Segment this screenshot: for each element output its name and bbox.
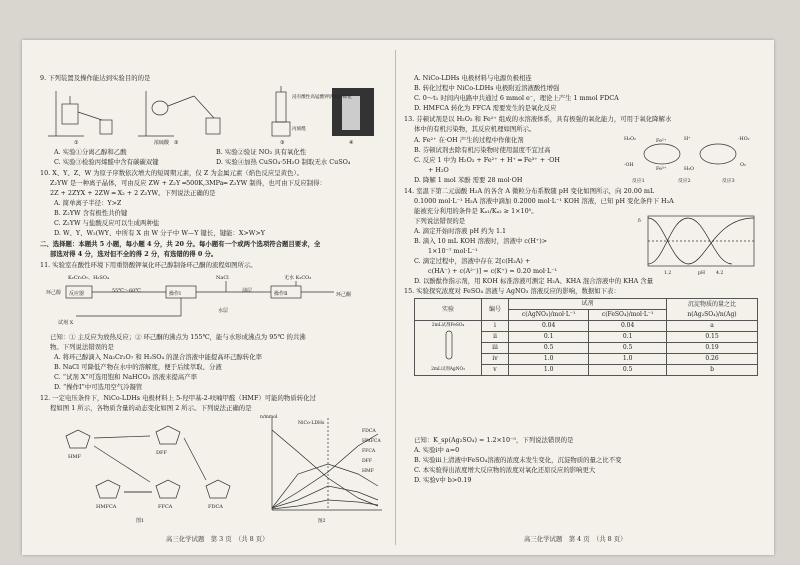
q12-opt-b: B. 转化过程中 NiCo-LDHs 电极附近溶液酸性增强 bbox=[414, 84, 560, 92]
graph2-catalyst: NiCo-LDHs bbox=[298, 421, 325, 426]
q13-line2: 体中的有机污染物，其反应机理如图所示。 bbox=[414, 125, 536, 133]
row-4-agno3: 1.0 bbox=[509, 354, 589, 365]
q14-line3: 能被充分利用的条件是 Kₐ₁/Kₐ₂ ≥ 1×10⁵。 bbox=[414, 207, 538, 215]
q14-line2: 0.1000 mol·L⁻¹ H₂A 溶液中滴加 0.2000 mol·L⁻¹ KOH 溶液，已知 pH 变化条件下 H₂A bbox=[414, 197, 674, 205]
row-5-feso4: 0.5 bbox=[589, 365, 667, 376]
mol-hmfca: HMFCA bbox=[96, 504, 117, 510]
cycle-r3: 反应3 bbox=[722, 179, 735, 184]
footer-page3: 高三化学试题 第 3 页 （共 8 页） bbox=[166, 535, 269, 543]
flow-aqueous: 水层 bbox=[218, 308, 229, 314]
apparatus-1 bbox=[48, 91, 112, 136]
fig-label-3: ③ bbox=[280, 140, 285, 146]
row-5-ratio: b bbox=[667, 365, 758, 376]
q10-opt-d: D. W、Y、W₂(WY、中所有 X 由 W 分子中 W—Y 键长，键能：X>W>Y bbox=[54, 229, 265, 237]
row-1-no: ⅰ bbox=[482, 321, 509, 332]
row-1-agno3: 0.04 bbox=[509, 321, 589, 332]
cycle-fe3: Fe³⁺ bbox=[656, 167, 667, 172]
q9-stem: 9. 下列装置及操作能达到实验目的的是 bbox=[40, 74, 151, 82]
th-feso4: c(FeSO₄)/mol·L⁻¹ bbox=[589, 310, 667, 321]
q10-opt-b: B. Z₂YW 含有极性共价键 bbox=[54, 209, 128, 217]
fig-label-4: ④ bbox=[349, 140, 354, 146]
q10-line2: Z₂YW 是一种离子晶体，可由反应 ZW + Z₂Y ═500K,3MPa═ Z₂YW 制得，也可由下反应制得： bbox=[50, 179, 326, 187]
q9-opt-b: B. 实验②验证 NO₂ 具有氧化性 bbox=[216, 148, 307, 156]
footer-page4: 高三化学试题 第 4 页 （共 8 页） bbox=[524, 535, 627, 543]
fig1-caption: 图1 bbox=[136, 518, 145, 524]
cycle-fe2: Fe²⁺ bbox=[656, 139, 667, 144]
mol-dff: DFF bbox=[156, 450, 167, 456]
flow-op1: 操作Ⅰ bbox=[169, 291, 181, 297]
exam-sheet bbox=[22, 40, 774, 555]
page-4 bbox=[404, 40, 764, 555]
q10-line3: 2Z + 2ZYX + 2ZW ═ X₂ + 2 Z₂YW。下列说法正确的是 bbox=[50, 189, 216, 197]
flow-start: 环己醇 bbox=[46, 290, 62, 296]
apparatus-3 bbox=[272, 86, 290, 136]
q10-opt-a: A. 简单离子半径：Y>Z bbox=[54, 199, 122, 207]
q11-opt-a: A. 将环己醇滴入 Na₂Cr₂O₇ 和 H₂SO₄ 的混合溶液中能提高环己醇转化率 bbox=[54, 353, 262, 361]
q14-opt-c2: c(HA⁻) + c(A²⁻)] = c(K⁺) = 0.20 mol·L⁻¹ bbox=[428, 267, 558, 275]
page-divider bbox=[395, 50, 396, 545]
graph2-ylabel: n/mmol bbox=[260, 415, 278, 420]
q11-opt-b: B. NaCl 可降低产物在水中的溶解度，便于后续萃取、分液 bbox=[54, 363, 222, 371]
graph14-tick-2: 4.2 bbox=[716, 271, 724, 276]
q11-opt-c: C. “试剂 X”可选用饱和 NaHCO₃ 溶液来提高产率 bbox=[54, 373, 198, 381]
flow-k2co3: 无水 K₂CO₃ bbox=[284, 275, 312, 281]
flow-op2: 操作Ⅱ bbox=[274, 291, 288, 297]
row-3-agno3: 0.5 bbox=[509, 343, 589, 354]
section2-line1: 二、选择题：本题共 5 小题，每小题 4 分，共 20 分。每小题有一个或两个选项符合题目要求，全 bbox=[40, 240, 321, 248]
row-2-ratio: 0.15 bbox=[667, 332, 758, 343]
q9-apparatus-figures bbox=[44, 86, 384, 146]
q12-opt-d: D. HMFCA 转化为 FFCA 需要发生的是氧化反应 bbox=[414, 104, 557, 112]
section2-line2: 部选对得 4 分，选对但不全的得 2 分，有选错的得 0 分。 bbox=[50, 250, 218, 258]
q12-line1: 12. 一定电压条件下，NiCo-LDHs 电极材料上 5-羟甲基-2-呋喃甲醛（HMF）可能的物质转化过 bbox=[40, 394, 316, 402]
q14-distribution-graph bbox=[636, 212, 760, 276]
q12-figure1 bbox=[46, 416, 246, 526]
apparatus-feso4: 2mL试剂FeSO₄ bbox=[431, 323, 465, 329]
fig-text-kmno4: 浸有酸性高锰酸钾溶液的棉花 bbox=[292, 95, 352, 100]
q15-opt-a: A. 实验ⅰ中 a=0 bbox=[414, 446, 460, 454]
graph14-xlabel: pH bbox=[698, 271, 705, 276]
fig-label-2: ② bbox=[174, 140, 179, 146]
q11-opt-d: D. “操作Ⅰ”中可选用空气冷凝管 bbox=[54, 383, 143, 391]
row-4-no: ⅳ bbox=[482, 354, 509, 365]
row-2-agno3: 0.1 bbox=[509, 332, 589, 343]
q12-figure2 bbox=[258, 412, 388, 528]
q11-known-1: 已知：① 主反应为放热反应；② 环己酮的沸点为 155℃，能与水形成沸点为 95℃ 的共沸 bbox=[50, 333, 306, 341]
q11-flow-diagram bbox=[46, 272, 386, 328]
q11-stem: 11. 实验室在酸性环境下用重铬酸钾氧化环己醇制备环己酮的流程如图所示。 bbox=[40, 261, 257, 269]
mol-fdca: FDCA bbox=[208, 504, 223, 510]
row-3-ratio: 0.19 bbox=[667, 343, 758, 354]
q11-known-2: 物。下列说法错误的是 bbox=[50, 343, 114, 351]
q14-opt-b1: B. 滴入 10 mL KOH 溶液时，溶液中 c(H⁺)> bbox=[414, 237, 548, 245]
q13-opt-a: A. Fe²⁺ 在·OH 产生的过程中作催化剂 bbox=[414, 136, 524, 144]
graph2-ffca: FFCA bbox=[362, 449, 376, 454]
row-1-ratio: a bbox=[667, 321, 758, 332]
q14-opt-d: D. 以酚酞作指示剂，用 KOH 标准溶液可测定 H₂A、KHA 混合溶液中的 KHA 含量 bbox=[414, 277, 654, 285]
q9-opt-a: A. 实验①分离乙醇和乙酸 bbox=[54, 148, 127, 156]
q13-mechanism-cycle bbox=[622, 130, 762, 186]
fig2-caption: 图2 bbox=[318, 519, 326, 524]
graph14-ylabel: δ bbox=[638, 219, 641, 224]
q9-opt-d: D. 实验④加热 CuSO₄·5H₂O 制取无水 CuSO₄ bbox=[216, 158, 351, 166]
cycle-h2o2: H₂O₂ bbox=[624, 137, 636, 142]
row-2-no: ⅱ bbox=[482, 332, 509, 343]
apparatus-2 bbox=[138, 91, 220, 136]
q9-opt-c: C. 实验③检验丙烯醛中含有碳碳双键 bbox=[54, 158, 159, 166]
q15-known: 已知：K_sp(Ag₂SO₄) = 1.2×10⁻⁵，下列说法错误的是 bbox=[414, 436, 574, 444]
row-2-feso4: 0.1 bbox=[589, 332, 667, 343]
row-5-agno3: 1.0 bbox=[509, 365, 589, 376]
graph2-hmfca: HMFCA bbox=[362, 439, 381, 444]
q14-opt-b2: 1×10⁻⁷ mol·L⁻¹ bbox=[428, 247, 478, 255]
fig-label-1: ① bbox=[74, 140, 79, 146]
th-reagent: 试剂 bbox=[509, 299, 667, 310]
q13-opt-c2: + H₂O bbox=[428, 166, 449, 174]
q10-line1: 10. X、Y、Z、W 为原子序数依次增大的短周期元素，仅 Z 为金属元素（焰色反应呈黄色）。 bbox=[40, 169, 303, 177]
row-3-feso4: 0.5 bbox=[589, 343, 667, 354]
cycle-o2: O₂ bbox=[740, 163, 746, 168]
row-5-no: ⅴ bbox=[482, 365, 509, 376]
q15-opt-c: C. 本实验得出浓度增大反应物的浓度对氧化还原反应的影响更大 bbox=[414, 466, 596, 474]
q15-data-table bbox=[414, 298, 758, 376]
row-4-feso4: 1.0 bbox=[589, 354, 667, 365]
q13-opt-b: B. 芬顿试剂去除有机污染物时使用温度不宜过高 bbox=[414, 146, 551, 154]
th-number: 编号 bbox=[482, 299, 509, 321]
th-experiment: 实验 bbox=[415, 299, 482, 321]
row-4-ratio: 0.26 bbox=[667, 354, 758, 365]
mol-hmf: HMF bbox=[68, 454, 81, 460]
q12-opt-a: A. NiCo-LDHs 电极材料与电源负极相连 bbox=[414, 74, 532, 82]
q15-stem: 15. 实验探究浓度对 FeSO₄ 溶液与 AgNO₃ 溶液反应的影响，数据如下表： bbox=[404, 287, 620, 295]
q13-line1: 13. 芬顿试剂是以 H₂O₂ 和 Fe²⁺ 组成的水溶液体系，具有极强的氧化能力，可用于氧化降解水 bbox=[404, 115, 672, 123]
flow-temp: 55℃～60℃ bbox=[112, 288, 141, 294]
q14-opt-a: A. 滴定开始时溶液 pH 约为 1.1 bbox=[414, 227, 507, 235]
q12-opt-c: C. 0～t₁ 时间内电路中共通过 6 mmol e⁻，理论上产生 1 mmol FDCA bbox=[414, 94, 619, 102]
test-tube-icon bbox=[438, 329, 458, 363]
cycle-h2o: H₂O bbox=[684, 167, 695, 172]
apparatus-agno3: 2mL试剂AgNO₃ bbox=[431, 366, 465, 372]
graph14-tick-1: 1.2 bbox=[664, 271, 672, 276]
row-1-feso4: 0.04 bbox=[589, 321, 667, 332]
cycle-oh: ·OH bbox=[624, 163, 634, 168]
cycle-h: H⁺ bbox=[684, 137, 691, 142]
row-3-no: ⅲ bbox=[482, 343, 509, 354]
cycle-ho2: ·HO₂ bbox=[738, 137, 750, 142]
flow-nacl: NaCl bbox=[216, 275, 229, 281]
q13-opt-d: D. 降解 1 mol 苯酚 需要 28 mol·OH bbox=[414, 176, 523, 184]
cycle-r2: 反应2 bbox=[678, 179, 691, 184]
q14-opt-c1: C. 滴定过程中，溶液中存在 2[c(H₂A) + bbox=[414, 257, 531, 265]
flow-reagent: K₂Cr₂O₇、H₂SO₄ bbox=[68, 275, 109, 281]
page-3 bbox=[36, 40, 396, 555]
mol-ffca: FFCA bbox=[158, 504, 173, 510]
cycle-r1: 反应1 bbox=[632, 179, 645, 184]
fig-text-acrolein: 丙烯醛 bbox=[292, 127, 306, 132]
flow-product: 环己酮 bbox=[336, 292, 352, 298]
q15-opt-d: D. 实验ⅴ中 b>0.19 bbox=[414, 476, 472, 484]
flow-reagent-x: 试剂 X bbox=[58, 320, 74, 326]
fig-text-acid: 浓硫酸 bbox=[154, 140, 170, 146]
graph2-hmf: HMF bbox=[362, 469, 374, 474]
graph2-fdca: FDCA bbox=[362, 429, 376, 434]
q14-line1: 14. 室温下第二元弱酸 H₂A 的各含 A 微粒分布系数随 pH 变化如图所示，向 20.00 mL bbox=[404, 187, 655, 195]
apparatus-cell bbox=[415, 321, 482, 376]
flow-reactor: 反应器 bbox=[69, 291, 85, 297]
q13-opt-c1: C. 反应 1 中为 H₂O₂ + Fe²⁺ + H⁺ ═ Fe³⁺ + ·OH bbox=[414, 156, 560, 164]
q14-line4: 下列说法错误的是 bbox=[414, 217, 466, 225]
q12-line2: 程如图 1 所示，各物质含量的动态变化如图 2 所示。下列说法正确的是 bbox=[50, 404, 252, 412]
th-agno3: c(AgNO₃)/mol·L⁻¹ bbox=[509, 310, 589, 321]
q10-opt-c: C. Z₂YW 与盐酸反应可以生成两种盐 bbox=[54, 219, 160, 227]
q15-opt-b: B. 实验ⅲ上清液中FeSO₄溶液的浓度未发生变化，沉淀物质的量之比不变 bbox=[414, 456, 622, 464]
flow-oil: 油层 bbox=[242, 288, 253, 294]
graph2-dff: DFF bbox=[362, 459, 373, 464]
th-ratio: 沉淀物质的量之比 n(Ag₂SO₄)/n(Ag) bbox=[667, 299, 758, 321]
